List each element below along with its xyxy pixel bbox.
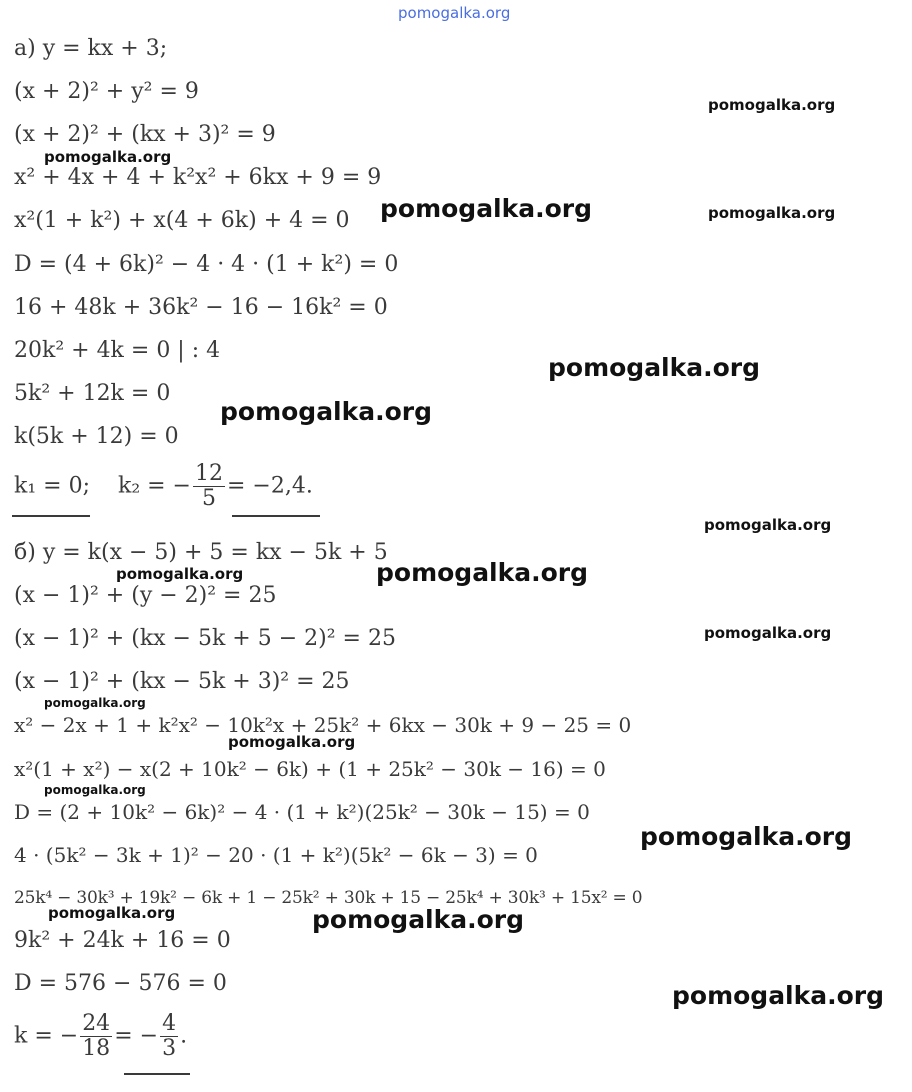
answer-b-prefix: k = − — [14, 1023, 79, 1049]
math-line-a4: x² + 4x + 4 + k²x² + 6kx + 9 = 9 — [14, 165, 382, 190]
fraction-24-18 — [80, 1012, 112, 1061]
math-line-a6: D = (4 + 6k)² − 4 · 4 · (1 + k²) = 0 — [14, 252, 399, 277]
watermark: pomogalka.org — [44, 696, 146, 710]
math-line-a3: (x + 2)² + (kx + 3)² = 9 — [14, 122, 276, 147]
fraction-4-3 — [160, 1012, 178, 1061]
watermark: pomogalka.org — [376, 558, 589, 587]
math-line-a10: k(5k + 12) = 0 — [14, 424, 179, 449]
answer-b-eq: = − — [114, 1023, 159, 1049]
answer-b — [14, 1012, 187, 1061]
answer-b-end: . — [180, 1023, 188, 1049]
math-line-a2: (x + 2)² + y² = 9 — [14, 79, 199, 104]
answer-k1-underline — [12, 515, 90, 517]
watermark: pomogalka.org — [44, 783, 146, 797]
math-line-b1: б) y = k(x − 5) + 5 = kx − 5k + 5 — [14, 540, 388, 565]
math-line-b3: (x − 1)² + (kx − 5k + 5 − 2)² = 25 — [14, 626, 396, 651]
watermark: pomogalka.org — [312, 905, 525, 934]
math-line-b7: D = (2 + 10k² − 6k)² − 4 · (1 + k²)(25k² − 30k − 15) = 0 — [14, 800, 590, 824]
watermark: pomogalka.org — [708, 96, 836, 114]
watermark: pomogalka.org — [48, 904, 176, 922]
watermark: pomogalka.org — [708, 204, 836, 222]
math-line-a1: а) y = kx + 3; — [14, 36, 168, 61]
watermark: pomogalka.org — [548, 353, 761, 382]
math-line-a5: x²(1 + k²) + x(4 + 6k) + 4 = 0 — [14, 208, 350, 233]
fraction-denominator: 18 — [82, 1036, 111, 1061]
answer-k2-prefix: k₂ = − — [117, 473, 191, 499]
fraction-12-5 — [193, 462, 225, 511]
watermark: pomogalka.org — [116, 565, 244, 583]
math-line-a9: 5k² + 12k = 0 — [14, 381, 171, 406]
math-line-b5: x² − 2x + 1 + k²x² − 10k²x + 25k² + 6kx − 30k + 9 − 25 = 0 — [14, 713, 632, 737]
math-line-b8: 4 · (5k² − 3k + 1)² − 20 · (1 + k²)(5k² − 6k − 3) = 0 — [14, 843, 538, 867]
math-line-b10: 9k² + 24k + 16 = 0 — [14, 928, 231, 953]
watermark: pomogalka.org — [380, 194, 593, 223]
math-line-b2: (x − 1)² + (y − 2)² = 25 — [14, 583, 277, 608]
math-line-b9: 25k⁴ − 30k³ + 19k² − 6k + 1 − 25k² + 30k + 15 − 25k⁴ + 30k³ + 15x² = 0 — [14, 888, 643, 908]
fraction-denominator: 3 — [162, 1036, 177, 1061]
watermark: pomogalka.org — [44, 148, 172, 166]
site-link[interactable]: pomogalka.org — [398, 4, 511, 22]
math-line-b11: D = 576 − 576 = 0 — [14, 971, 227, 996]
answer-k2-underline — [232, 515, 320, 517]
math-line-b6: x²(1 + x²) − x(2 + 10k² − 6k) + (1 + 25k² − 30k − 16) = 0 — [14, 757, 606, 781]
fraction-numerator: 24 — [82, 1011, 111, 1036]
watermark: pomogalka.org — [640, 822, 853, 851]
answer-b-underline — [124, 1073, 190, 1075]
watermark: pomogalka.org — [704, 516, 832, 534]
answer-k1: k₁ = 0; — [14, 473, 90, 499]
math-line-a8: 20k² + 4k = 0 | : 4 — [14, 338, 221, 363]
math-line-b4: (x − 1)² + (kx − 5k + 3)² = 25 — [14, 669, 350, 694]
watermark: pomogalka.org — [672, 981, 885, 1010]
fraction-numerator: 4 — [162, 1011, 177, 1036]
watermark: pomogalka.org — [220, 397, 433, 426]
answer-a — [14, 462, 313, 511]
fraction-numerator: 12 — [195, 461, 223, 486]
watermark: pomogalka.org — [228, 733, 356, 751]
math-line-a7: 16 + 48k + 36k² − 16 − 16k² = 0 — [14, 295, 388, 320]
answer-k2-value: = −2,4. — [227, 473, 313, 499]
watermark: pomogalka.org — [704, 624, 832, 642]
fraction-denominator: 5 — [202, 486, 216, 511]
